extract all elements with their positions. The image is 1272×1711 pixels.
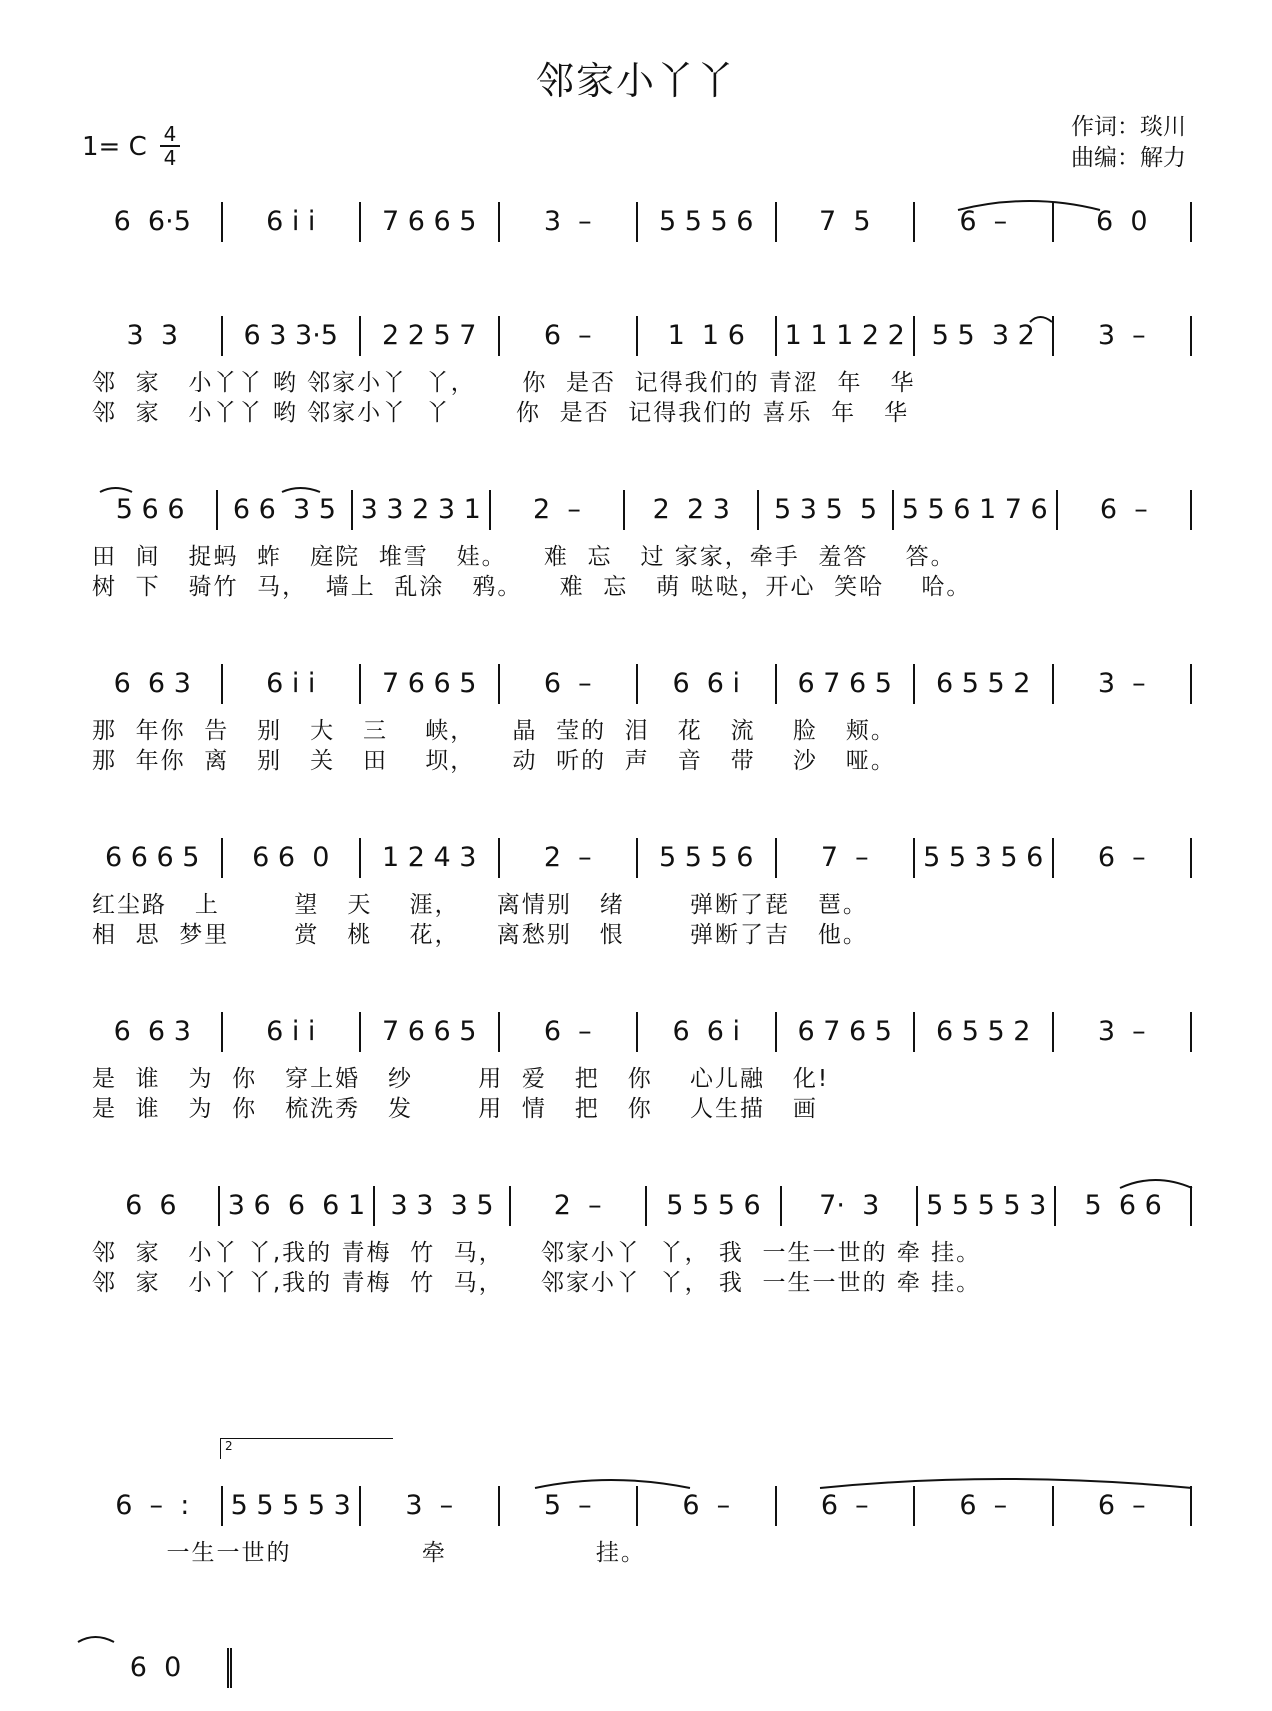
measure: 2 – [511,1186,647,1226]
measure: 6 6 3 [92,1012,223,1052]
lyric-line-1: 那 年你 告 别 大 三 峡， 晶 莹的 泪 花 流 脸 颊。 [92,718,896,744]
measure: 2 2 3 [625,490,759,530]
measure: 6 6 0 [223,838,362,878]
measure: 5 3 5 5 [759,490,893,530]
lyric-line-1: 邻 家 小丫 丫,我的 青梅 竹 马， 邻家小丫 丫， 我 一生一世的 牵 挂。 [92,1240,982,1266]
measure: 5 5 6 1 7 6 [894,490,1058,530]
tie-arc [0,1486,1272,1546]
lyricist: 作词：琰川 [1071,114,1186,140]
measure: 6 – [1054,838,1193,878]
measure: 6 5 5 2 [915,664,1054,704]
measure: 6 – : [92,1486,223,1526]
lyric-line-2: 相 思 梦里 赏 桃 花， 离愁别 恨 弹断了吉 他。 [92,922,868,948]
composer: 曲编：解力 [1071,145,1186,171]
measure: 7 – [777,838,916,878]
measure: 6 7 6 5 [777,664,916,704]
measure: 6 – [915,202,1054,242]
measure: 7 5 [777,202,916,242]
measure: 2 – [491,490,625,530]
time-signature-top: 4 [163,122,177,146]
slur-arc [0,316,1272,376]
measure: 7 6 6 5 [361,1012,500,1052]
measure: 3 – [500,202,639,242]
measure: 6 6 6 5 [92,838,223,878]
credits [1071,112,1186,174]
measure: 7 6 6 5 [361,664,500,704]
measure: 5 6 6 [92,490,218,530]
measure: 6 – [1054,1486,1193,1526]
lyric-line-1: 是 谁 为 你 穿上婚 纱 用 爱 把 你 心儿融 化! [92,1066,830,1092]
measure: 6 – [500,316,639,356]
lyric-line-1: 一生一世的 牵 挂。 [92,1540,646,1566]
measure: 3 3 3 5 [375,1186,511,1226]
time-signature-bottom: 4 [163,146,177,170]
measure: 5 – [500,1486,639,1526]
lyric-line-2: 那 年你 离 别 关 田 坝， 动 听的 声 音 带 沙 哑。 [92,748,896,774]
volta-bracket: 2 [220,1438,393,1459]
measure: 5 6 6 [1056,1186,1192,1226]
tie-arc [0,1186,1272,1246]
measure: 3 – [1054,1012,1193,1052]
measure: 6 0 [1054,202,1193,242]
measure: 6 – [500,664,639,704]
measure: 6 6·5 [92,202,223,242]
measure: 1 2 4 3 [361,838,500,878]
measure: 5 5 5 6 [647,1186,783,1226]
time-signature [160,124,180,168]
song-title: 邻家小丫丫 [535,59,736,103]
lyric-line-2: 邻 家 小丫 丫,我的 青梅 竹 马， 邻家小丫 丫， 我 一生一世的 牵 挂。 [92,1270,982,1296]
measure: 3 3 [92,316,223,356]
measure: 6 6 3 5 [218,490,352,530]
measure: 6 – [777,1486,916,1526]
measure: 5 5 5 6 [638,838,777,878]
measure: 3 – [1054,664,1193,704]
measure: 6 6 i [638,664,777,704]
measure: 3 6 6 6 1 [220,1186,375,1226]
tie-arc [0,1648,1272,1708]
key-signature: 1= C [82,132,147,162]
measure: 3 – [1054,316,1193,356]
lyric-line-1: 田 间 捉蚂 蚱 庭院 堆雪 娃。 难 忘 过 家家，牵手 羞答 答。 [92,544,956,570]
measure: 5 5 3 2 [915,316,1054,356]
measure: 6 i i [223,202,362,242]
lyric-line-2: 是 谁 为 你 梳洗秀 发 用 情 把 你 人生描 画 [92,1096,818,1122]
measure: 6 5 5 2 [915,1012,1054,1052]
measure: 1 1 1 2 2 [777,316,916,356]
lyric-line-1: 红尘路 上 望 天 涯， 离情别 绪 弹断了琵 琶。 [92,892,868,918]
measure: 1 1 6 [638,316,777,356]
measure: 5 5 5 5 3 [223,1486,362,1526]
lyric-line-2: 树 下 骑竹 马， 墙上 乱涂 鸦。 难 忘 萌 哒哒，开心 笑哈 哈。 [92,574,972,600]
measure: 6 3 3·5 [223,316,362,356]
measure: 3 3 2 3 1 [353,490,491,530]
measure: 3 – [361,1486,500,1526]
measure: 2 – [500,838,639,878]
measure: 6 7 6 5 [777,1012,916,1052]
measure: 5 5 3 5 6 [915,838,1054,878]
measure-final: 6 0 [92,1648,232,1688]
measure: 5 5 5 6 [638,202,777,242]
measure: 7 6 6 5 [361,202,500,242]
measure: 7· 3 [782,1186,918,1226]
slur-arc [0,490,1272,550]
measure: 6 6 [92,1186,220,1226]
measure: 6 i i [223,1012,362,1052]
measure: 2 2 5 7 [361,316,500,356]
measure: 6 – [915,1486,1054,1526]
measure: 6 – [1058,490,1192,530]
measure: 6 – [638,1486,777,1526]
tie-arc [0,202,1272,262]
measure: 5 5 5 5 3 [918,1186,1056,1226]
measure: 6 6 i [638,1012,777,1052]
measure: 6 – [500,1012,639,1052]
lyric-line-2: 邻 家 小丫丫 哟 邻家小丫 丫 你 是否 记得我们的 喜乐 年 华 [92,400,910,426]
lyric-line-1: 邻 家 小丫丫 哟 邻家小丫 丫， 你 是否 记得我们的 青涩 年 华 [92,370,916,396]
measure: 6 6 3 [92,664,223,704]
measure: 6 i i [223,664,362,704]
